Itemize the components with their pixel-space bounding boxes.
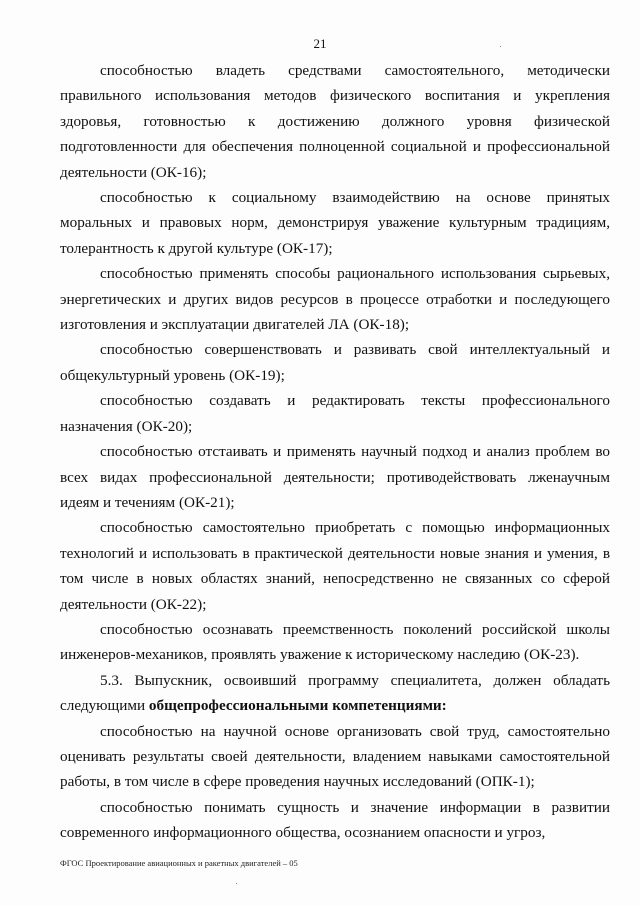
paragraph-ok-19: способностью совершенствовать и развивать свой интеллектуальный и общекультурный уровень (ОК-19); [60,341,610,384]
paragraph-ok-22: способностью самостоятельно приобретать с помощью информационных технологий и использовать в практической деятельности новые знания и умения, в том числе в новых областях знаний, непосредственно не связанных со сферой деятельности (ОК-22); [60,519,610,613]
paragraph-ok-20: способностью создавать и редактировать тексты профессионального назначения (ОК-20); [60,392,610,435]
paragraph-ok-16: способностью владеть средствами самостоятельного, методически правильного использования методов физического воспитания и укрепления здоровья, готовностью к достижению должного уровня физической подготовленности для обеспечения полноценной социальной и профессиональной деятельности (ОК-16); [60,62,610,181]
scan-speck [236,883,237,884]
page-footer: ФГОС Проектирование авиационных и ракетных двигателей – 05 [60,858,298,868]
paragraph-ok-21: способностью отстаивать и применять научный подход и анализ проблем во всех видах профессиональной деятельности; противодействовать лженаучным идеям и течениям (ОК-21); [60,443,610,511]
page-number: 21 [313,36,327,51]
section-5-3 [60,668,610,719]
section-5-3-lead: 5.3. Выпускник, освоивший программу специалитета, должен обладать следующими [60,671,610,715]
paragraph-opk-1: способностью на научной основе организовать свой труд, самостоятельно оценивать результаты своей деятельности, владением навыками самостоятельной работы, в том числе в сфере проведения научных исследований (ОПК-1); [60,722,610,791]
scan-speck [500,46,501,47]
body-text [60,58,610,846]
paragraph-ok-17: способностью к социальному взаимодействию на основе принятых моральных и правовых норм, демонстрируя уважение культурным традициям, толерантность к другой культуре (ОК-17); [60,189,610,257]
paragraph-ok-23: способностью осознавать преемственность поколений российской школы инженеров-механиков, проявлять уважение к историческому наследию (ОК-23). [60,620,610,664]
section-5-3-bold-term: общепрофессиональными компетенциями: [148,697,447,715]
paragraph-ok-18: способностью применять способы рационального использования сырьевых, энергетических и других видов ресурсов в процессе отработки и последующего изготовления и эксплуатации двигателей ЛА (ОК-18); [60,265,610,334]
paragraph-opk-2-partial: способностью понимать сущность и значение информации в развитии современного информационного общества, осознанием опасности и угроз, [60,798,610,842]
